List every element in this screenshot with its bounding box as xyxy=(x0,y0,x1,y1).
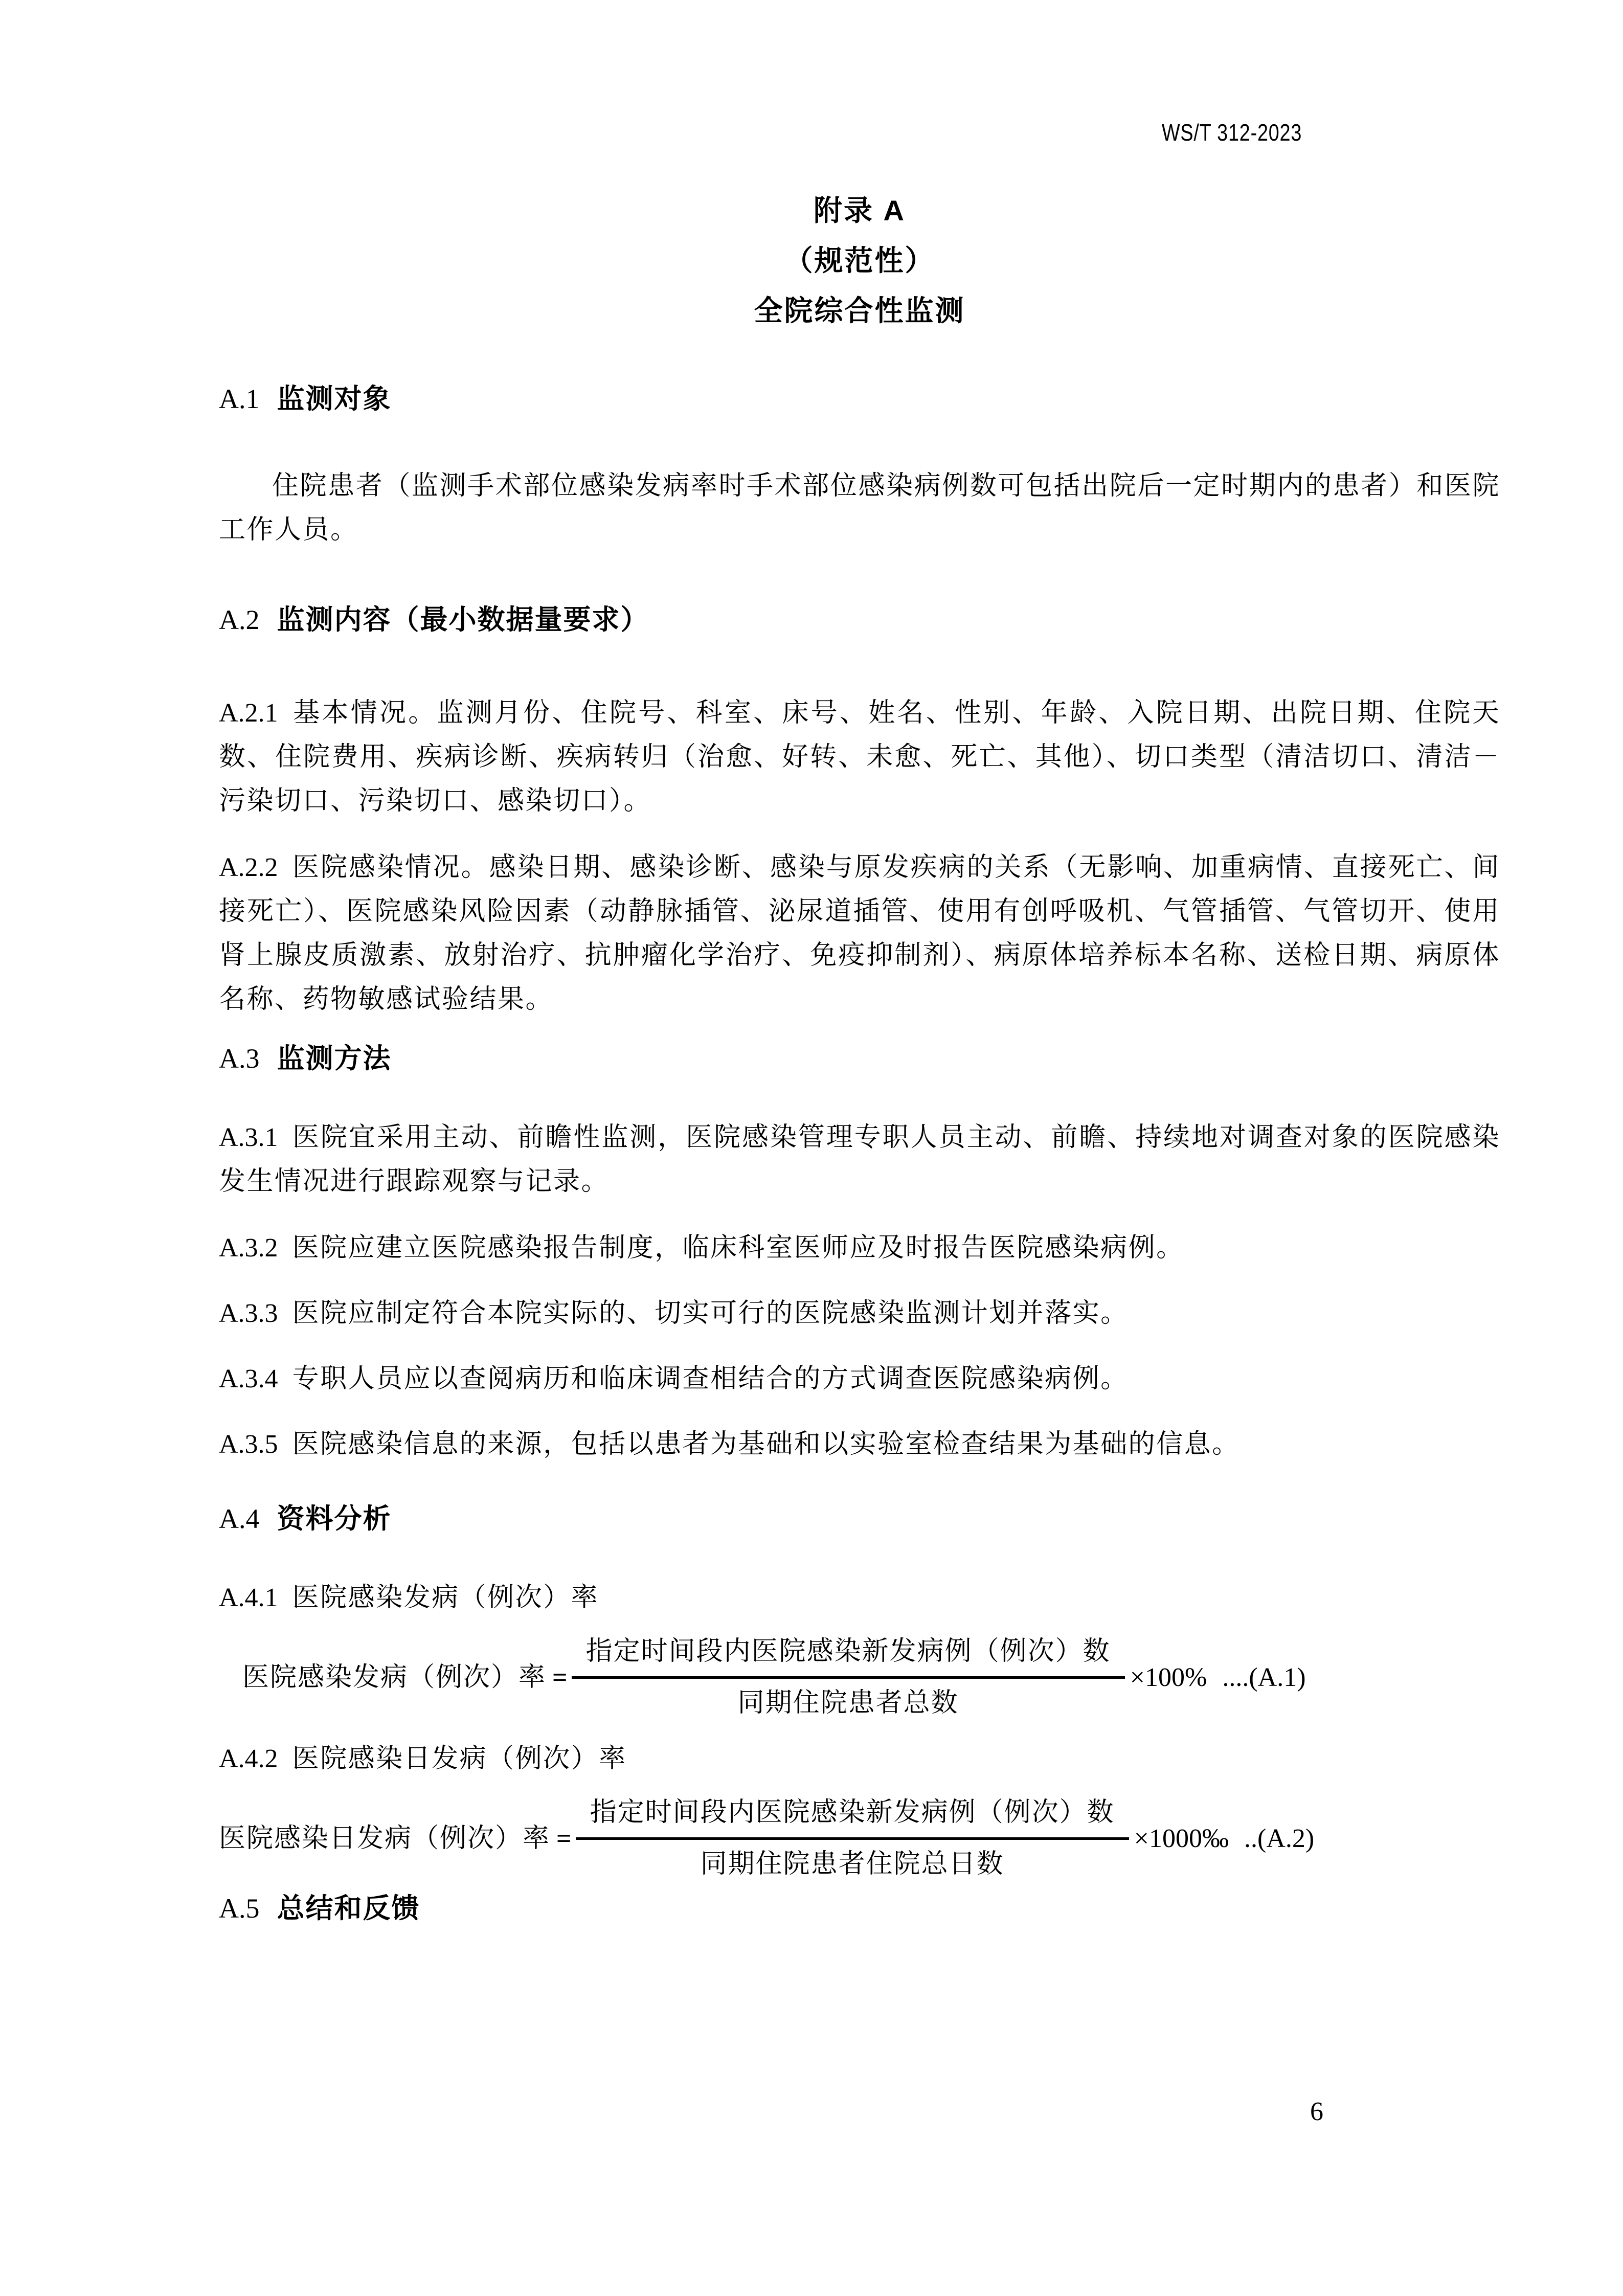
clause-number-a3-4: A.3.4 xyxy=(219,1364,278,1393)
clause-text-a3-4: 专职人员应以查阅病历和临床调查相结合的方式调查医院感染病例。 xyxy=(292,1364,1129,1393)
formula-a2-denominator: 同期住院患者住院总日数 xyxy=(700,1850,1004,1879)
clause-number-a3-1: A.3.1 xyxy=(219,1123,278,1152)
section-number-a2: A.2 xyxy=(219,604,260,635)
section-number-a5: A.5 xyxy=(219,1893,260,1924)
formula-a1-multiplier: ×100% xyxy=(1130,1662,1207,1692)
formula-a2-numerator: 指定时间段内医院感染新发病例（例次）数 xyxy=(576,1796,1129,1840)
section-title-a1: 监测对象 xyxy=(277,384,392,414)
paragraph-a3-5 xyxy=(219,1423,1500,1467)
section-number-a3: A.3 xyxy=(219,1043,260,1074)
paragraph-a2-1 xyxy=(219,691,1500,823)
page-number: 6 xyxy=(1310,2097,1323,2126)
clause-number-a3-3: A.3.3 xyxy=(219,1299,278,1328)
clause-title-a4-1: 医院感染发病（例次）率 xyxy=(292,1583,599,1612)
paragraph-a1: 住院患者（监测手术部位感染发病率时手术部位感染病例数可包括出院后一定时期内的患者）和医院工作人员。 xyxy=(219,471,1500,545)
clause-text-a2-1: 基本情况。监测月份、住院号、科室、床号、姓名、性别、年龄、入院日期、出院日期、住院天数、住院费用、疾病诊断、疾病转归（治愈、好转、未愈、死亡、其他）、切口类型（清洁切口、清洁－污染切口、污染切口、感染切口）。 xyxy=(219,699,1500,816)
clause-text-a3-2: 医院应建立医院感染报告制度，临床科室医师应及时报告医院感染病例。 xyxy=(292,1233,1184,1263)
clause-number-a3-5: A.3.5 xyxy=(219,1430,278,1459)
appendix-name: 全院综合性监测 xyxy=(754,295,965,327)
formula-a1-denominator: 同期住院患者总数 xyxy=(737,1689,959,1718)
formula-a1-lhs: 医院感染发病（例次）率 xyxy=(242,1662,547,1692)
clause-number-a2-1: A.2.1 xyxy=(219,699,278,728)
formula-a2-fraction xyxy=(576,1796,1129,1881)
clause-text-a3-5: 医院感染信息的来源，包括以患者为基础和以实验室检查结果为基础的信息。 xyxy=(292,1430,1240,1459)
section-title-a4: 资料分析 xyxy=(277,1503,392,1534)
standard-code-header: WS/T 312-2023 xyxy=(1162,119,1302,146)
section-heading-a2 xyxy=(219,603,1500,636)
clause-number-a3-2: A.3.2 xyxy=(219,1233,278,1263)
formula-a1-reference: ....(A.1) xyxy=(1222,1662,1306,1692)
section-heading-a5 xyxy=(219,1892,1500,1925)
subheading-a4-1 xyxy=(219,1576,1500,1620)
formula-a2 xyxy=(219,1796,1500,1881)
formula-a2-equals: = xyxy=(556,1824,573,1853)
section-heading-a4 xyxy=(219,1502,1500,1535)
formula-a1-equals: = xyxy=(552,1662,569,1692)
formula-a1-numerator: 指定时间段内医院感染新发病例（例次）数 xyxy=(572,1635,1125,1679)
paragraph-a3-2 xyxy=(219,1226,1500,1270)
section-heading-a1 xyxy=(219,382,1500,415)
section-heading-a3 xyxy=(219,1042,1500,1075)
formula-a1-fraction xyxy=(572,1635,1125,1720)
paragraph-a3-4 xyxy=(219,1357,1500,1401)
clause-number-a2-2: A.2.2 xyxy=(219,853,278,882)
section-title-a5: 总结和反馈 xyxy=(277,1893,420,1924)
formula-a2-reference: ..(A.2) xyxy=(1244,1824,1315,1853)
clause-number-a4-1: A.4.1 xyxy=(219,1583,278,1612)
clause-title-a4-2: 医院感染日发病（例次）率 xyxy=(292,1744,627,1773)
section-number-a1: A.1 xyxy=(219,384,260,414)
normative-label: （规范性） xyxy=(784,244,935,277)
clause-text-a3-1: 医院宜采用主动、前瞻性监测，医院感染管理专职人员主动、前瞻、持续地对调查对象的医院感染发生情况进行跟踪观察与记录。 xyxy=(219,1123,1500,1196)
appendix-title: 附录 A xyxy=(814,194,906,227)
formula-a2-lhs: 医院感染日发病（例次）率 xyxy=(219,1824,551,1853)
document-content xyxy=(219,0,1500,1925)
section-title-a3: 监测方法 xyxy=(277,1043,392,1074)
section-number-a4: A.4 xyxy=(219,1503,260,1534)
formula-a1 xyxy=(242,1635,1500,1720)
formula-a2-multiplier: ×1000‰ xyxy=(1134,1824,1229,1853)
subheading-a4-2 xyxy=(219,1737,1500,1781)
paragraph-a2-2 xyxy=(219,846,1500,1022)
section-title-a2: 监测内容（最小数据量要求） xyxy=(277,604,649,635)
clause-text-a3-3: 医院应制定符合本院实际的、切实可行的医院感染监测计划并落实。 xyxy=(292,1299,1129,1328)
clause-number-a4-2: A.4.2 xyxy=(219,1744,278,1773)
paragraph-a3-1 xyxy=(219,1116,1500,1204)
paragraph-a3-3 xyxy=(219,1292,1500,1336)
clause-text-a2-2: 医院感染情况。感染日期、感染诊断、感染与原发疾病的关系（无影响、加重病情、直接死亡、间接死亡）、医院感染风险因素（动静脉插管、泌尿道插管、使用有创呼吸机、气管插管、气管切开、使用肾上腺皮质激素、放射治疗、抗肿瘤化学治疗、免疫抑制剂）、病原体培养标本名称、送检日期、病原体名称、药物敏感试验结果。 xyxy=(219,853,1500,1014)
